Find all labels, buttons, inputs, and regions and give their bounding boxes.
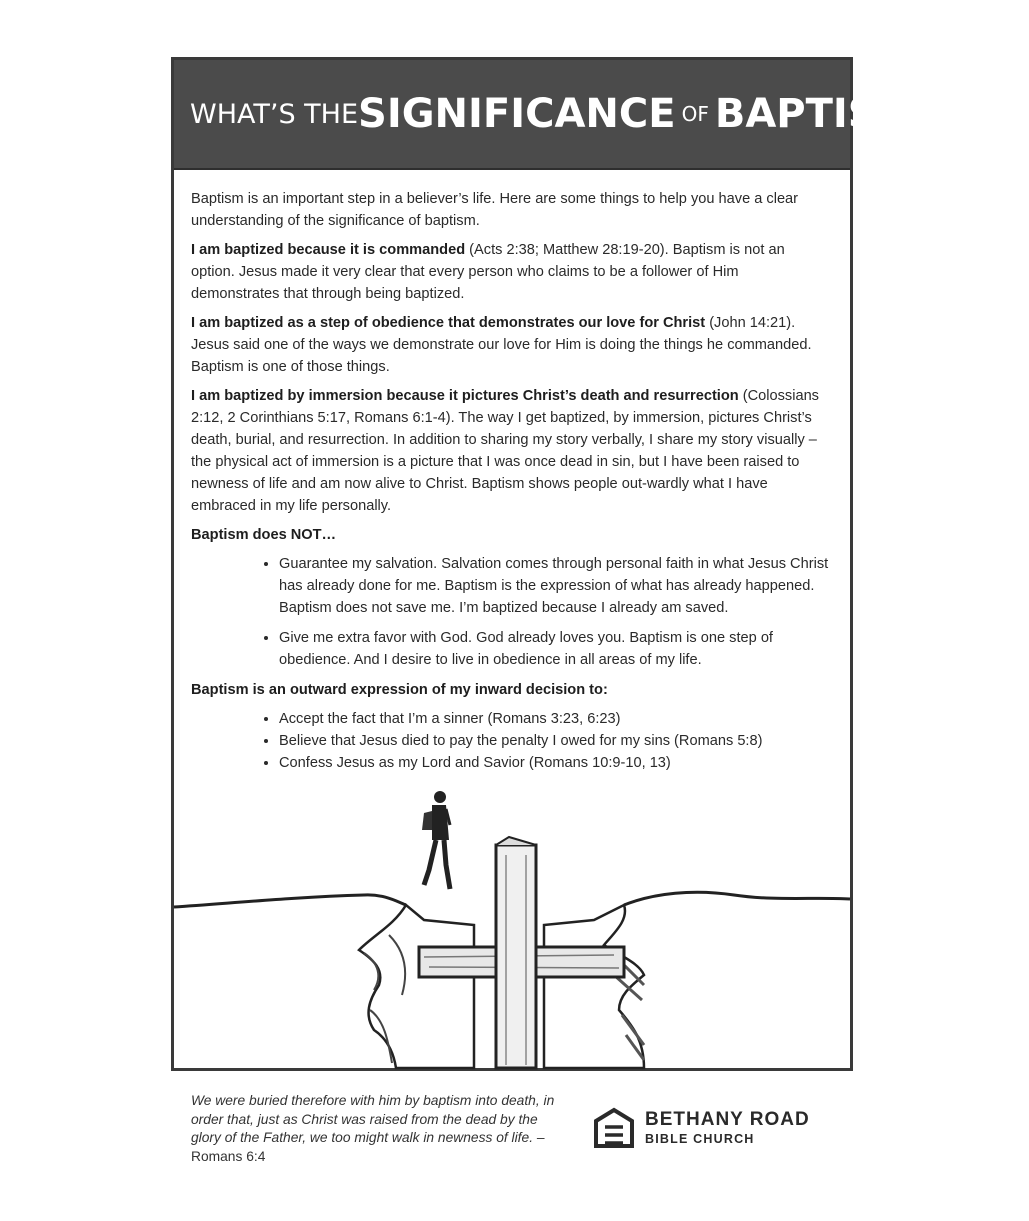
church-logo-text <box>645 1109 810 1147</box>
scripture-quote <box>191 1092 571 1166</box>
left-ground-line <box>174 895 406 907</box>
intro-paragraph: Baptism is an important step in a believer’s life. Here are some things to help you have a clear understanding of the significance of baptism. <box>191 191 799 229</box>
title-banner <box>174 60 940 170</box>
outward-heading-text: Baptism is an outward expression of my inward decision to: <box>191 682 608 698</box>
section-obedience <box>191 312 830 378</box>
does-not-heading <box>191 524 830 546</box>
section-heading: I am baptized because it is commanded <box>191 242 466 258</box>
body-content <box>174 170 850 774</box>
outward-heading <box>191 679 830 701</box>
section-commanded <box>191 239 830 305</box>
outward-list <box>191 708 830 774</box>
flyer-frame <box>171 57 940 1071</box>
cross-bridge-illustration <box>174 785 850 1068</box>
quote-text: We were buried therefore with him by baptism into death, in order that, just as Christ was raised from the dead by the glory of the Father, we too might walk in newness of life. <box>191 1093 555 1145</box>
title-part-of: OF <box>681 102 709 126</box>
section-text: (Acts 2:38; Matthew 28:19-20). Baptism is not an option. Jesus made it very clear that every person who claims to be a follower of Him demonstrates that through being baptized. <box>191 242 785 302</box>
list-item: • Accept the fact that I’m a sinner (Romans 3:23, 6:23) <box>279 708 830 730</box>
section-immersion <box>191 385 830 517</box>
list-item: • Believe that Jesus died to pay the penalty I owed for my sins (Romans 5:8) <box>279 730 830 752</box>
list-item: • Confess Jesus as my Lord and Savior (Romans 10:9-10, 13) <box>279 752 830 774</box>
list-item: • Guarantee my salvation. Salvation comes through personal faith in what Jesus Christ has already done for me. Baptism is the expression of what has already happened. Baptism does not save me. I’m baptized because I already am saved. <box>279 553 830 619</box>
section-heading: I am baptized as a step of obedience that demonstrates our love for Christ <box>191 315 706 331</box>
does-not-heading-text: Baptism does NOT… <box>191 527 337 543</box>
cross-post <box>496 845 536 1068</box>
title-part-significance: SIGNIFICANCE <box>358 91 676 137</box>
church-logo <box>593 1106 843 1150</box>
list-item: • Give me extra favor with God. God already loves you. Baptism is one step of obedience. And I desire to live in obedience in all areas of my life. <box>279 627 830 671</box>
walking-person-icon <box>422 791 450 889</box>
right-ground-line <box>624 892 850 905</box>
title-part-whats-the: WHAT’S THE <box>190 98 359 130</box>
section-heading: I am baptized by immersion because it pictures Christ’s death and resurrection <box>191 388 739 404</box>
section-text: (John 14:21). Jesus said one of the ways we demonstrate our love for Him is doing the things he commanded. Baptism is one of those things. <box>191 315 812 375</box>
section-text: (Colossians 2:12, 2 Corinthians 5:17, Romans 6:1-4). The way I get baptized, by immersion, pictures Christ’s death, burial, and resurrection. In addition to sharing my story verbally, I share my story visually – the physical act of immersion is a picture that I was once dead in sin, but I have been raised to newness of life and am now alive to Christ. Baptism shows people out-wardly what I have embraced in my life personally. <box>191 388 819 514</box>
church-logo-icon <box>593 1107 635 1149</box>
title-part-baptism: BAPTISM? <box>714 91 940 137</box>
church-name-line2: BIBLE CHURCH <box>645 1132 755 1146</box>
church-name-line1: BETHANY ROAD <box>645 1109 810 1130</box>
quote-reference: – Romans 6:4 <box>191 1130 545 1164</box>
does-not-list <box>191 553 830 671</box>
